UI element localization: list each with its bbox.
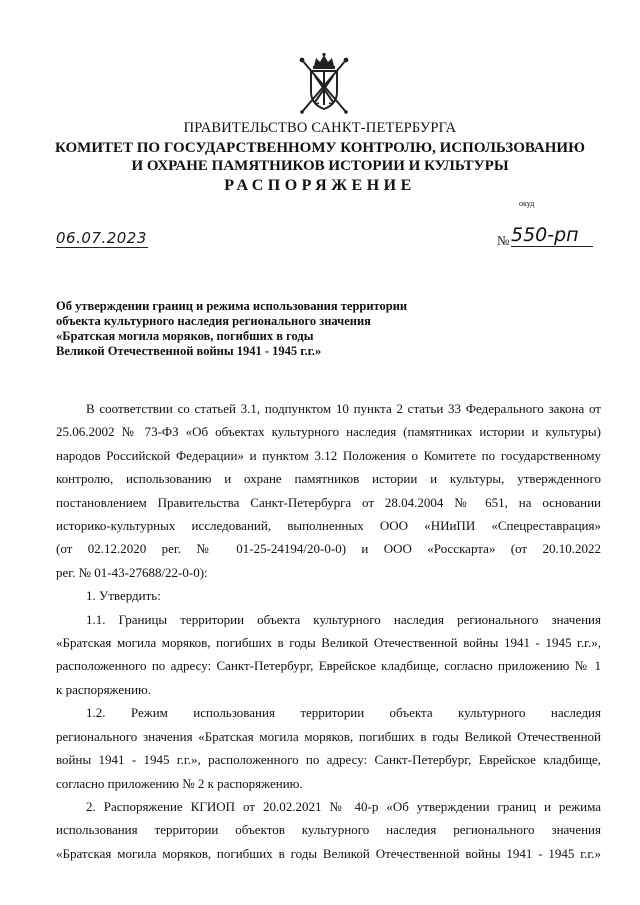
body-line: «Братская могила моряков, погибших в годы Великой Отечественной войны 1941 - 1945 г.г.» — [56, 845, 601, 861]
document-body — [56, 397, 601, 865]
subject-line: «Братская могила моряков, погибших в годы — [56, 329, 314, 343]
body-line: использования территории объектов культурного наследия регионального значения — [56, 822, 601, 838]
body-line: народов Российской Федерации» и пунктом 3.12 Положения о Комитете по государственному — [56, 447, 601, 463]
body-line: 1.2. Режим использования территории объекта культурного наследия — [86, 705, 601, 721]
document-type: РАСПОРЯЖЕНИЕ — [224, 177, 416, 194]
body-line: 25.06.2002 № 73-ФЗ «Об объектах культурного наследия (памятниках истории и культуры) — [56, 424, 601, 440]
document-date: 06.07.2023 — [56, 229, 147, 247]
subject-line: Об утверждении границ и режима использования территории — [56, 299, 408, 313]
body-line: В соответствии со статьей 3.1, подпунктом 10 пункта 2 статьи 33 Федерального закона от — [86, 401, 601, 416]
body-line: (от 02.12.2020 рег. № 01-25-24194/20-0-0) и ООО «Росскарта» (от 20.10.2022 — [56, 541, 601, 557]
body-line: войны 1941 - 1945 г.г.», расположенного по адресу: Санкт-Петербург, Еврейское кладбище, — [56, 752, 601, 768]
government-title: ПРАВИТЕЛЬСТВО САНКТ-ПЕТЕРБУРГА — [183, 120, 457, 136]
saint-petersburg-coat-of-arms-icon — [296, 52, 352, 114]
body-line: расположенного по адресу: Санкт-Петербург, Еврейское кладбище, согласно приложению № 1 — [56, 658, 601, 674]
subject-line: объекта культурного наследия регионального значения — [56, 314, 371, 328]
body-line: 1. Утвердить: — [86, 588, 161, 604]
committee-title — [0, 139, 640, 175]
body-line: «Братская могила моряков, погибших в годы Великой Отечественной войны 1941 - 1945 г.г.», — [56, 635, 601, 651]
body-line: 2. Распоряжение КГИОП от 20.02.2021 № 40-р «Об утверждении границ и режима — [86, 798, 601, 814]
body-line: историко-культурных исследований, выполненных ООО «НИиПИ «Спецреставрация» — [56, 518, 601, 534]
body-line: постановлением Правительства Санкт-Петербурга от 28.04.2004 № 651, на основании — [56, 494, 601, 510]
okud-label: окуд — [519, 199, 535, 208]
document-subject — [56, 299, 496, 359]
committee-title-line: КОМИТЕТ ПО ГОСУДАРСТВЕННОМУ КОНТРОЛЮ, ИСПОЛЬЗОВАНИЮ — [55, 140, 585, 156]
body-line: рег. № 01-43-27688/22-0-0): — [56, 564, 208, 580]
body-line: регионального значения «Братская могила моряков, погибших в годы Великой Отечественной — [56, 728, 601, 744]
body-line: контролю, использованию и охране памятников истории и культуры, утвержденного — [56, 471, 601, 487]
committee-title-line: И ОХРАНЕ ПАМЯТНИКОВ ИСТОРИИ И КУЛЬТУРЫ — [131, 158, 509, 174]
body-line: согласно приложению № 2 к распоряжению. — [56, 775, 303, 791]
body-line: 1.1. Границы территории объекта культурного наследия регионального значения — [86, 611, 601, 627]
body-line: к распоряжению. — [56, 681, 151, 697]
number-sign: № — [497, 233, 510, 248]
subject-line: Великой Отечественной войны 1941 - 1945 г.г.» — [56, 344, 322, 358]
number-value: 550-рп — [511, 224, 593, 247]
